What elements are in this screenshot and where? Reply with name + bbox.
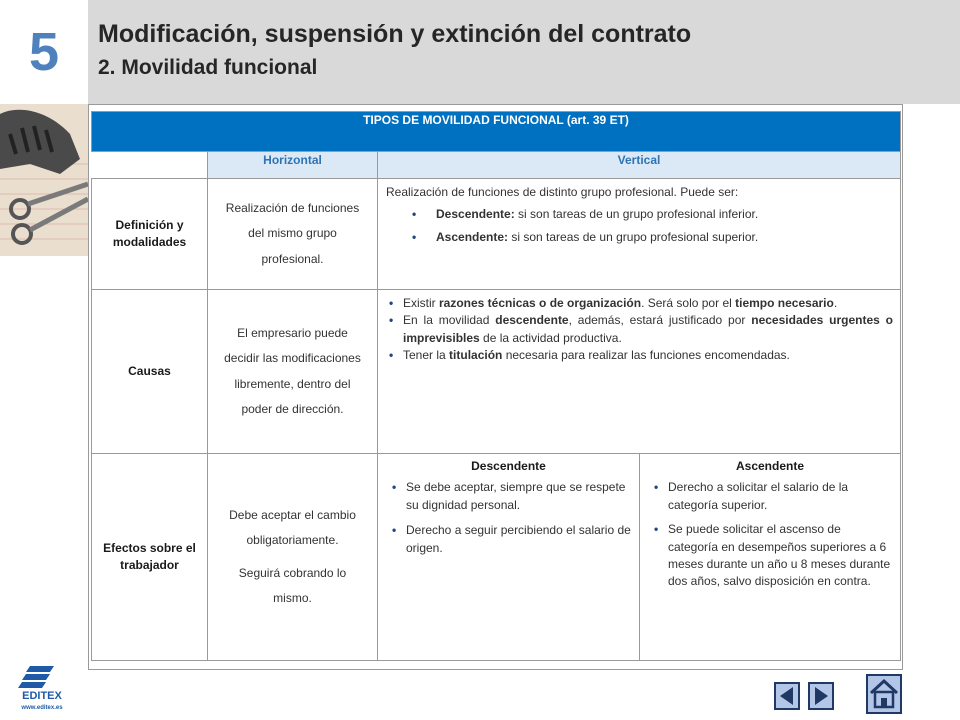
list-item: • Ascendente: si son tareas de un grupo profesional superior.: [386, 229, 892, 246]
list-item: • Tener la titulación necesaria para realizar las funciones encomendadas.: [383, 347, 893, 364]
header-band: [88, 0, 960, 104]
page-subtitle: 2. Movilidad funcional: [98, 56, 318, 79]
list-item: • Descendente: si son tareas de un grupo profesional inferior.: [386, 206, 892, 223]
list-item: • Existir razones técnicas o de organización. Será solo por el tiempo necesario.: [383, 295, 893, 312]
svg-text:EDITEX: EDITEX: [22, 690, 62, 702]
home-icon: [868, 676, 900, 712]
causas-vertical: [378, 290, 901, 454]
row-label-definicion: Definición y modalidades: [92, 179, 208, 290]
efectos-ascendente: [640, 454, 901, 661]
list-item: • Derecho a seguir percibiendo el salario de origen.: [386, 522, 631, 557]
editex-logo: [14, 664, 70, 712]
column-header-vertical: Vertical: [378, 152, 901, 179]
decorative-hand-scissors-image: [0, 104, 88, 256]
definicion-horizontal: Realización de funciones del mismo grupo profesional.: [208, 179, 378, 290]
table-row: [92, 454, 901, 661]
column-header-horizontal: Horizontal: [208, 152, 378, 179]
causas-horizontal: El empresario puede decidir las modificaciones libremente, dentro del poder de dirección.: [208, 290, 378, 454]
triangle-right-icon: [810, 684, 832, 708]
list-item: • Se puede solicitar el ascenso de categoría en desempeños superiores a 6 meses durante un año u 8 meses durante dos años, salvo disposición en contra.: [648, 521, 892, 591]
descendente-title: Descendente: [471, 459, 546, 473]
chapter-number: 5: [28, 22, 60, 82]
next-slide-button[interactable]: [808, 682, 834, 710]
table-row: [92, 179, 901, 290]
efectos-horizontal: Debe aceptar el cambio obligatoriamente. Seguirá cobrando lo mismo.: [208, 454, 378, 661]
table-row: [92, 290, 901, 454]
prev-slide-button[interactable]: [774, 682, 800, 710]
page-title: Modificación, suspensión y extinción del contrato: [98, 20, 692, 48]
definicion-vertical-intro: Realización de funciones de distinto grupo profesional. Puede ser:: [386, 185, 739, 199]
definicion-vertical: [378, 179, 901, 290]
empty-corner-cell: [92, 152, 208, 179]
list-item: • Se debe aceptar, siempre que se respete su dignidad personal.: [386, 479, 631, 514]
row-label-efectos: Efectos sobre el trabajador: [92, 454, 208, 661]
svg-text:www.editex.es: www.editex.es: [21, 705, 63, 711]
list-item: • Derecho a solicitar el salario de la categoría superior.: [648, 479, 892, 514]
triangle-left-icon: [776, 684, 798, 708]
row-label-causas: Causas: [92, 290, 208, 454]
table-caption: TIPOS DE MOVILIDAD FUNCIONAL (art. 39 ET): [92, 112, 901, 152]
efectos-descendente: [378, 454, 640, 661]
home-button[interactable]: [866, 674, 902, 714]
mobility-table: [91, 111, 901, 661]
list-item: • En la movilidad descendente, además, estará justificado por necesidades urgentes o imprevisibles de la actividad productiva.: [383, 312, 893, 347]
ascendente-title: Ascendente: [735, 459, 805, 473]
